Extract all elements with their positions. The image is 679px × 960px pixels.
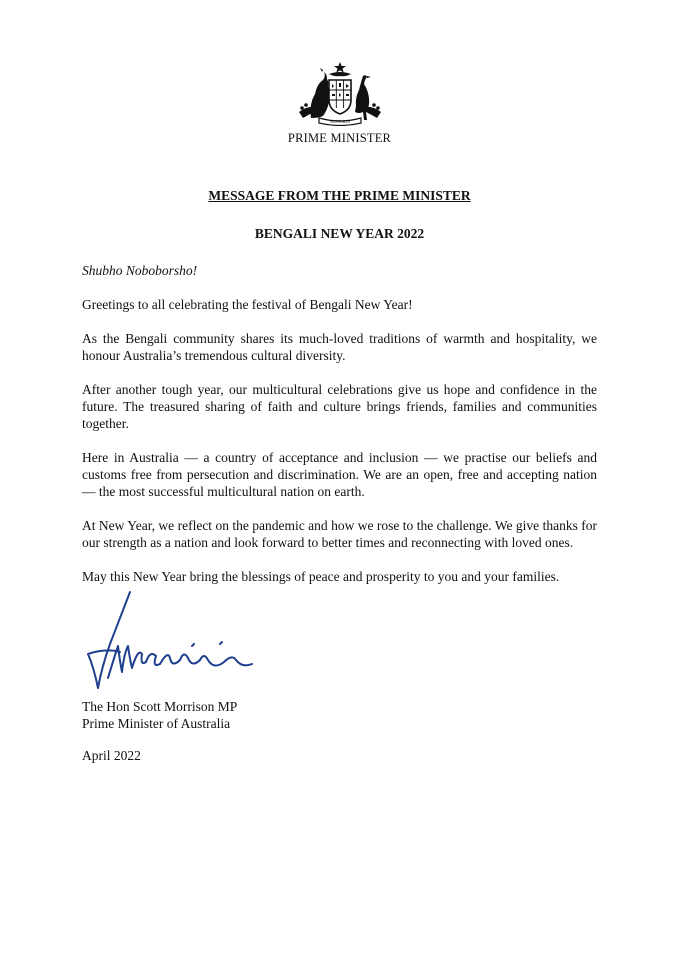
paragraph: May this New Year bring the blessings of peace and prosperity to you and your families. <box>82 569 560 584</box>
paragraph: At New Year, we reflect on the pandemic and how we rose to the challenge. We give thanks for our strength as a nation and look forward to better times and reconnecting with loved ones. <box>82 518 597 550</box>
greeting: Shubho Noboborsho! <box>82 263 198 278</box>
letter-date: April 2022 <box>82 748 141 763</box>
letter-body <box>82 262 597 602</box>
signatory-name: The Hon Scott Morrison MP <box>82 699 238 714</box>
paragraph: As the Bengali community shares its much-loved traditions of warmth and hospitality, we honour Australia’s tremendous cultural diversity. <box>82 331 597 363</box>
svg-text:AUSTRALIA: AUSTRALIA <box>329 120 351 124</box>
paragraph: Here in Australia — a country of acceptance and inclusion — we practise our beliefs and customs free from persecution and discrimination. We are an open, free and accepting nation — the most successful multicultural nation on earth. <box>82 450 597 499</box>
paragraph: After another tough year, our multicultural celebrations give us hope and confidence in the future. The treasured sharing of faith and culture brings friends, families and communities together. <box>82 382 597 431</box>
message-subtitle: BENGALI NEW YEAR 2022 <box>254 226 425 241</box>
message-title: MESSAGE FROM THE PRIME MINISTER <box>208 188 471 203</box>
handwritten-signature-icon <box>84 588 264 698</box>
coat-of-arms-icon <box>293 60 387 126</box>
signatory-position: Prime Minister of Australia <box>82 716 231 731</box>
signoff-block <box>82 698 237 732</box>
paragraph: Greetings to all celebrating the festival of Bengali New Year! <box>82 297 413 312</box>
office-title: PRIME MINISTER <box>287 131 392 145</box>
